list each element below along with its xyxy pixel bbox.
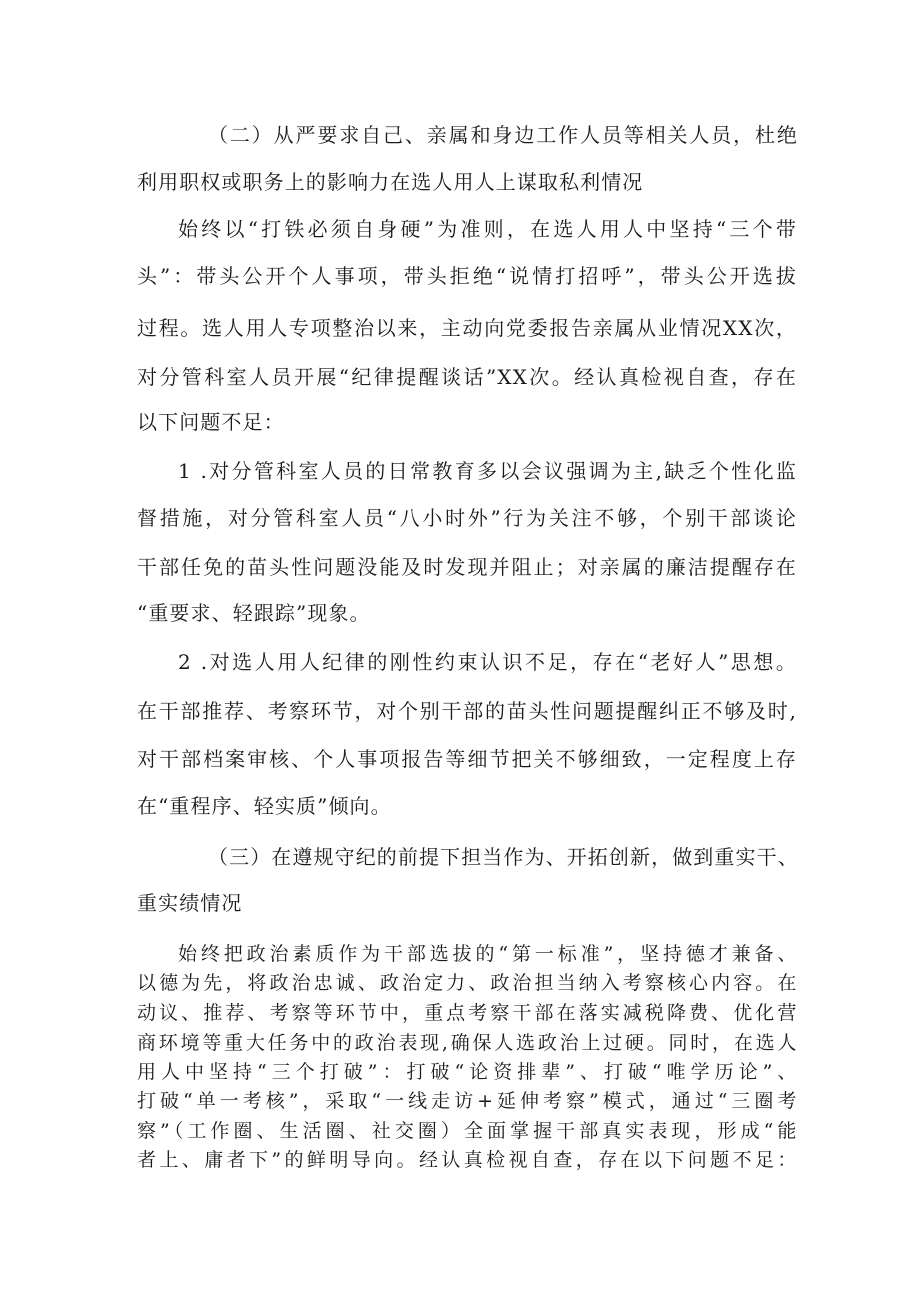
section2-para1-line2: 头”：带头公开个人事项，带头拒绝“说情打招呼”，带头公开选拔 [137,264,797,288]
section3-heading-line2: 重实绩情况 [137,891,243,915]
item2-line1: 2 .对选人用人纪律的刚性约束认识不足，存在“老好人”思想。 [178,650,797,674]
section2-heading-line2: 利用职权或职务上的影响力在选人用人上谋取私利情况 [137,170,644,194]
item2-line3: 对干部档案审核、个人事项报告等细节把关不够细致，一定程度上存 [137,747,797,771]
section3-para1-line4: 商环境等重大任务中的政治表现,确保人选政治上过硬。同时，在选人 [137,1032,797,1054]
section2-para1-line1: 始终以“打铁必须自身硬”为准则，在选人用人中坚持“三个带 [178,217,797,241]
item2-line2: 在干部推荐、考察环节，对个别干部的苗头性问题提醒纠正不够及时, [137,699,797,723]
section3-para1-line5: 用人中坚持“三个打破”：打破“论资排辈”、打破“唯学历论”、 [137,1061,797,1083]
section2-para1-line5: 以下问题不足： [137,410,285,434]
section3-para1-line7: 察”（工作圈、生活圈、社交圈）全面掌握干部真实表现，形成“能 [137,1120,797,1142]
section3-para1-line1: 始终把政治素质作为干部选拔的“第一标准”，坚持德才兼备、 [178,943,797,965]
section3-heading-line1: （三）在遵规守纪的前提下担当作为、开拓创新，做到重实干、 [208,845,799,869]
section3-para1-line8: 者上、庸者下”的鲜明导向。经认真检视自查，存在以下问题不足： [137,1149,797,1171]
section2-heading-line1: （二）从严要求自己、亲属和身边工作人员等相关人员，杜绝 [208,123,798,147]
item2-line4: 在“重程序、轻实质”倾向。 [137,794,392,818]
section3-para1-line6: 打破“单一考核”，采取“一线走访+延伸考察”模式，通过“三圈考 [137,1090,797,1112]
section2-para1-line3: 过程。选人用人专项整治以来，主动向党委报告亲属从业情况XX次， [137,316,797,340]
item1-line4: “重要求、轻跟踪”现象。 [137,601,371,625]
section3-para1-line2: 以德为先，将政治忠诚、政治定力、政治担当纳入考察核心内容。在 [137,972,797,994]
item1-line1: 1 .对分管科室人员的日常教育多以会议强调为主,缺乏个性化监 [178,459,797,483]
section3-para1-line3: 动议、推荐、考察等环节中，重点考察干部在落实减税降费、优化营 [137,1002,797,1024]
item1-line2: 督措施，对分管科室人员“八小时外”行为关注不够，个别干部谈论 [137,506,797,530]
section2-para1-line4: 对分管科室人员开展“纪律提醒谈话”XX次。经认真检视自查，存在 [137,365,797,389]
item1-line3: 干部任免的苗头性问题没能及时发现并阻止；对亲属的廉洁提醒存在 [137,555,797,579]
